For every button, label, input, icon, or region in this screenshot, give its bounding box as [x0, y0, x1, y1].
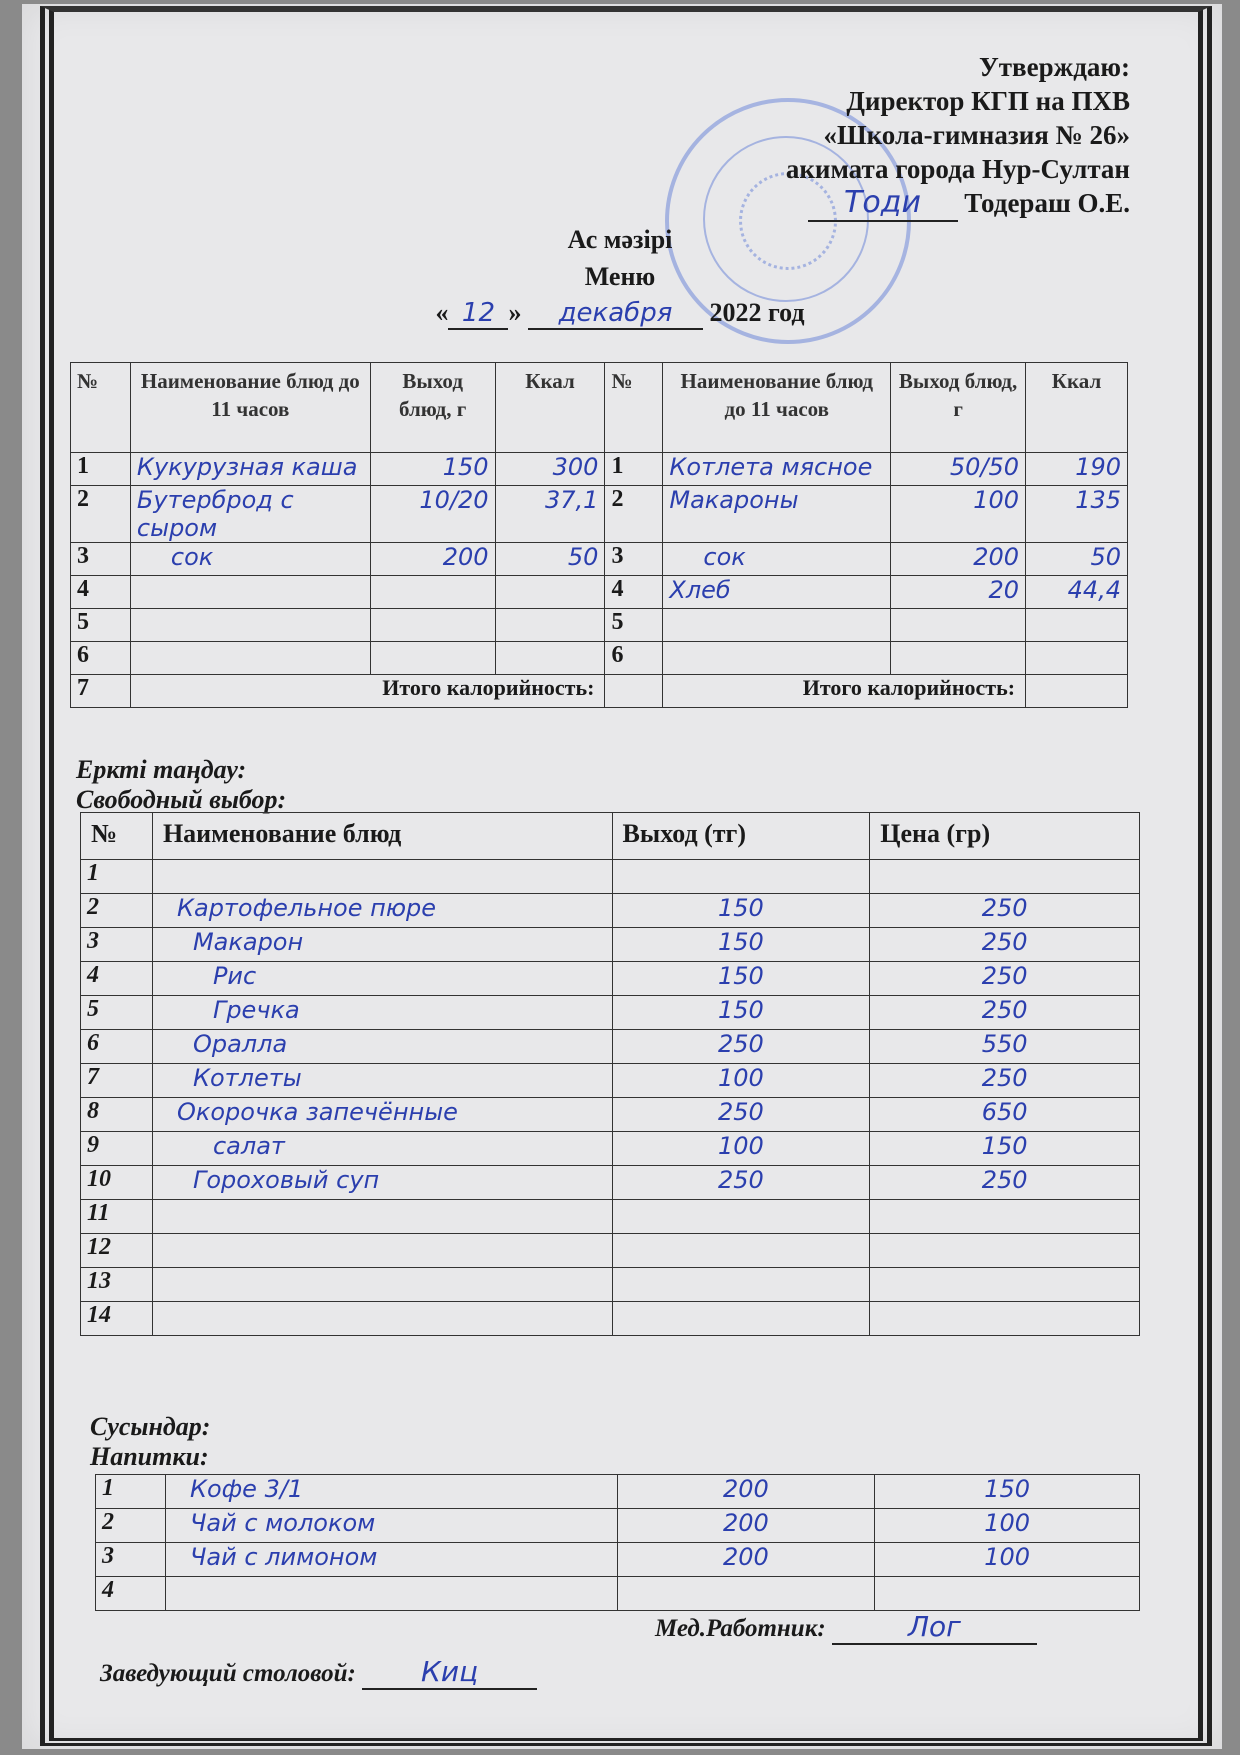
dish-price	[870, 1268, 1140, 1302]
col-out-right: Выход блюд, г	[891, 363, 1026, 453]
row-num: 4	[71, 576, 131, 609]
dish-output: 250	[612, 1166, 870, 1200]
dish-price: 250	[870, 1166, 1140, 1200]
dish-output: 150	[612, 996, 870, 1030]
dish-price	[870, 860, 1140, 894]
dish-price: 250	[870, 894, 1140, 928]
table-row	[71, 453, 1128, 486]
table-row	[81, 928, 1140, 962]
dish-name: салат	[152, 1132, 612, 1166]
drink-name: Чай с лимоном	[165, 1543, 617, 1577]
row-num: 11	[81, 1200, 153, 1234]
row-num: 12	[81, 1234, 153, 1268]
row-num: 5	[71, 609, 131, 642]
table-row	[81, 894, 1140, 928]
dish-price	[870, 1200, 1140, 1234]
table-row	[71, 576, 1128, 609]
dish-name: Котлета мясное	[663, 453, 891, 486]
drinks-title-ru: Напитки:	[90, 1442, 209, 1471]
title-kz: Ас мәзірі	[567, 225, 673, 254]
dish-output	[370, 642, 495, 675]
date-open: «	[435, 298, 449, 327]
drinks-title-kz: Сусындар:	[90, 1412, 211, 1441]
dish-output: 20	[891, 576, 1026, 609]
dish-name	[130, 642, 370, 675]
med-worker-signature	[655, 1610, 1037, 1645]
dish-price	[870, 1234, 1140, 1268]
dish-output: 50/50	[891, 453, 1026, 486]
total-row	[71, 675, 1128, 708]
dish-output	[612, 1200, 870, 1234]
dish-name: Рис	[152, 962, 612, 996]
table-row	[81, 1132, 1140, 1166]
dish-name	[152, 1234, 612, 1268]
dish-name	[152, 1268, 612, 1302]
dish-name: Гороховый суп	[152, 1166, 612, 1200]
approval-signature-line	[786, 186, 1130, 222]
dish-price	[870, 1302, 1140, 1336]
director-name: Тодераш О.Е.	[964, 188, 1130, 218]
dish-kcal: 135	[1026, 486, 1128, 543]
dish-kcal	[495, 609, 605, 642]
col-dish: Наименование блюд	[152, 813, 612, 860]
table-row	[81, 1268, 1140, 1302]
dish-price: 250	[870, 928, 1140, 962]
col-num: №	[81, 813, 153, 860]
dish-kcal: 300	[495, 453, 605, 486]
total-value-right	[1026, 675, 1128, 708]
date-day: 12	[448, 298, 508, 330]
dish-name	[130, 576, 370, 609]
canteen-head-label: Заведующий столовой:	[100, 1660, 356, 1687]
drink-price: 100	[875, 1543, 1140, 1577]
dish-kcal	[1026, 609, 1128, 642]
col-name-right: Наименование блюд до 11 часов	[663, 363, 891, 453]
total-label-left: Итого калорийность:	[130, 675, 605, 708]
dish-output: 100	[612, 1132, 870, 1166]
row-num: 1	[81, 860, 153, 894]
total-empty-num	[605, 675, 663, 708]
table-row	[96, 1475, 1140, 1509]
drinks-table	[95, 1474, 1140, 1611]
table-row	[81, 996, 1140, 1030]
table-row	[71, 642, 1128, 675]
drink-name: Чай с молоком	[165, 1509, 617, 1543]
row-num: 13	[81, 1268, 153, 1302]
dish-output: 150	[370, 453, 495, 486]
canteen-head-signature	[100, 1655, 537, 1690]
row-num: 1	[96, 1475, 166, 1509]
date-month: декабря	[528, 298, 703, 330]
row-num: 1	[605, 453, 663, 486]
row-num: 10	[81, 1166, 153, 1200]
dish-kcal	[495, 642, 605, 675]
canteen-head-sign: Киц	[362, 1655, 537, 1690]
drink-output: 200	[617, 1509, 875, 1543]
table-row	[71, 486, 1128, 543]
row-num: 2	[605, 486, 663, 543]
row-num: 6	[605, 642, 663, 675]
row-num: 5	[81, 996, 153, 1030]
dish-price: 550	[870, 1030, 1140, 1064]
drink-name: Кофе 3/1	[165, 1475, 617, 1509]
dish-output: 150	[612, 962, 870, 996]
dish-output	[612, 1302, 870, 1336]
dish-output	[612, 1234, 870, 1268]
drink-output: 200	[617, 1543, 875, 1577]
menu-date	[0, 298, 1240, 330]
dish-output	[891, 609, 1026, 642]
dish-name: Бутерброд с сыром	[130, 486, 370, 543]
dish-output	[612, 1268, 870, 1302]
col-price: Цена (гр)	[870, 813, 1140, 860]
dish-output	[612, 860, 870, 894]
date-year: 2022 год	[709, 298, 805, 327]
dish-price: 250	[870, 996, 1140, 1030]
dish-name: Котлеты	[152, 1064, 612, 1098]
row-num: 4	[605, 576, 663, 609]
dish-name: Макароны	[663, 486, 891, 543]
row-num: 6	[81, 1030, 153, 1064]
row-num: 6	[71, 642, 131, 675]
menu-table-header	[71, 363, 1128, 453]
drink-price: 150	[875, 1475, 1140, 1509]
dish-output: 150	[612, 928, 870, 962]
row-num: 2	[71, 486, 131, 543]
drink-output	[617, 1577, 875, 1611]
row-num: 9	[81, 1132, 153, 1166]
col-num-left: №	[71, 363, 131, 453]
dish-output: 100	[612, 1064, 870, 1098]
row-num: 3	[96, 1543, 166, 1577]
dish-output: 200	[891, 543, 1026, 576]
dish-kcal	[495, 576, 605, 609]
row-num: 14	[81, 1302, 153, 1336]
drink-output: 200	[617, 1475, 875, 1509]
row-num: 5	[605, 609, 663, 642]
dish-name	[152, 1302, 612, 1336]
row-num: 1	[71, 453, 131, 486]
table-row	[81, 1098, 1140, 1132]
row-num: 7	[81, 1064, 153, 1098]
dish-name: сок	[130, 543, 370, 576]
dish-name: Макарон	[152, 928, 612, 962]
dish-output	[370, 609, 495, 642]
table-row	[81, 860, 1140, 894]
table-row	[81, 1166, 1140, 1200]
row-num: 7	[71, 675, 131, 708]
dish-price: 650	[870, 1098, 1140, 1132]
drink-name	[165, 1577, 617, 1611]
dish-kcal	[1026, 642, 1128, 675]
dish-name: Кукурузная каша	[130, 453, 370, 486]
table-row	[81, 1302, 1140, 1336]
table-row	[71, 543, 1128, 576]
row-num: 2	[96, 1509, 166, 1543]
row-num: 3	[81, 928, 153, 962]
table-row	[81, 962, 1140, 996]
dish-name: Хлеб	[663, 576, 891, 609]
menu-table	[70, 362, 1128, 708]
free-choice-title-kz: Еркті таңдау:	[76, 755, 247, 784]
table-row	[96, 1509, 1140, 1543]
dish-output: 10/20	[370, 486, 495, 543]
dish-output	[370, 576, 495, 609]
dish-kcal: 37,1	[495, 486, 605, 543]
table-row	[81, 1030, 1140, 1064]
col-num-right: №	[605, 363, 663, 453]
med-worker-label: Мед.Работник:	[655, 1615, 826, 1642]
table-row	[96, 1577, 1140, 1611]
dish-name	[130, 609, 370, 642]
director-signature: Тоди	[808, 186, 958, 222]
approval-line-2: Директор КГП на ПХВ	[846, 86, 1130, 116]
dish-kcal: 190	[1026, 453, 1128, 486]
table-row	[71, 609, 1128, 642]
dish-price: 150	[870, 1132, 1140, 1166]
dish-name: Картофельное пюре	[152, 894, 612, 928]
dish-name	[152, 1200, 612, 1234]
drink-price: 100	[875, 1509, 1140, 1543]
title-ru: Меню	[584, 262, 656, 291]
dish-output: 200	[370, 543, 495, 576]
row-num: 4	[81, 962, 153, 996]
col-output: Выход (тг)	[612, 813, 870, 860]
dish-output: 150	[612, 894, 870, 928]
approval-line-1: Утверждаю:	[978, 52, 1130, 82]
dish-output: 250	[612, 1030, 870, 1064]
free-choice-table	[80, 812, 1140, 1336]
dish-price: 250	[870, 962, 1140, 996]
free-choice-title-ru: Свободный выбор:	[76, 785, 287, 814]
dish-kcal: 50	[1026, 543, 1128, 576]
row-num: 8	[81, 1098, 153, 1132]
dish-price: 250	[870, 1064, 1140, 1098]
dish-kcal: 44,4	[1026, 576, 1128, 609]
table-row	[81, 1234, 1140, 1268]
dish-name: Окорочка запечённые	[152, 1098, 612, 1132]
row-num: 2	[81, 894, 153, 928]
dish-name: Гречка	[152, 996, 612, 1030]
dish-name	[152, 860, 612, 894]
col-kcal-left: Ккал	[495, 363, 605, 453]
col-name-left: Наименование блюд до 11 часов	[130, 363, 370, 453]
dish-output: 250	[612, 1098, 870, 1132]
row-num: 4	[96, 1577, 166, 1611]
table-row	[96, 1543, 1140, 1577]
dish-kcal: 50	[495, 543, 605, 576]
drink-price	[875, 1577, 1140, 1611]
dish-name: сок	[663, 543, 891, 576]
dish-output: 100	[891, 486, 1026, 543]
approval-line-4: акимата города Нур-Султан	[785, 154, 1130, 184]
table-row	[81, 1064, 1140, 1098]
approval-block	[786, 50, 1130, 222]
med-worker-sign: Лог	[832, 1610, 1037, 1645]
approval-line-3: «Школа-гимназия № 26»	[823, 120, 1130, 150]
total-label-right: Итого калорийность:	[663, 675, 1026, 708]
dish-name: Оралла	[152, 1030, 612, 1064]
col-out-left: Выход блюд, г	[370, 363, 495, 453]
date-close: »	[508, 298, 522, 327]
table-row	[81, 1200, 1140, 1234]
col-kcal-right: Ккал	[1026, 363, 1128, 453]
dish-name	[663, 609, 891, 642]
dish-output	[891, 642, 1026, 675]
free-choice-header	[81, 813, 1140, 860]
row-num: 3	[71, 543, 131, 576]
row-num: 3	[605, 543, 663, 576]
dish-name	[663, 642, 891, 675]
